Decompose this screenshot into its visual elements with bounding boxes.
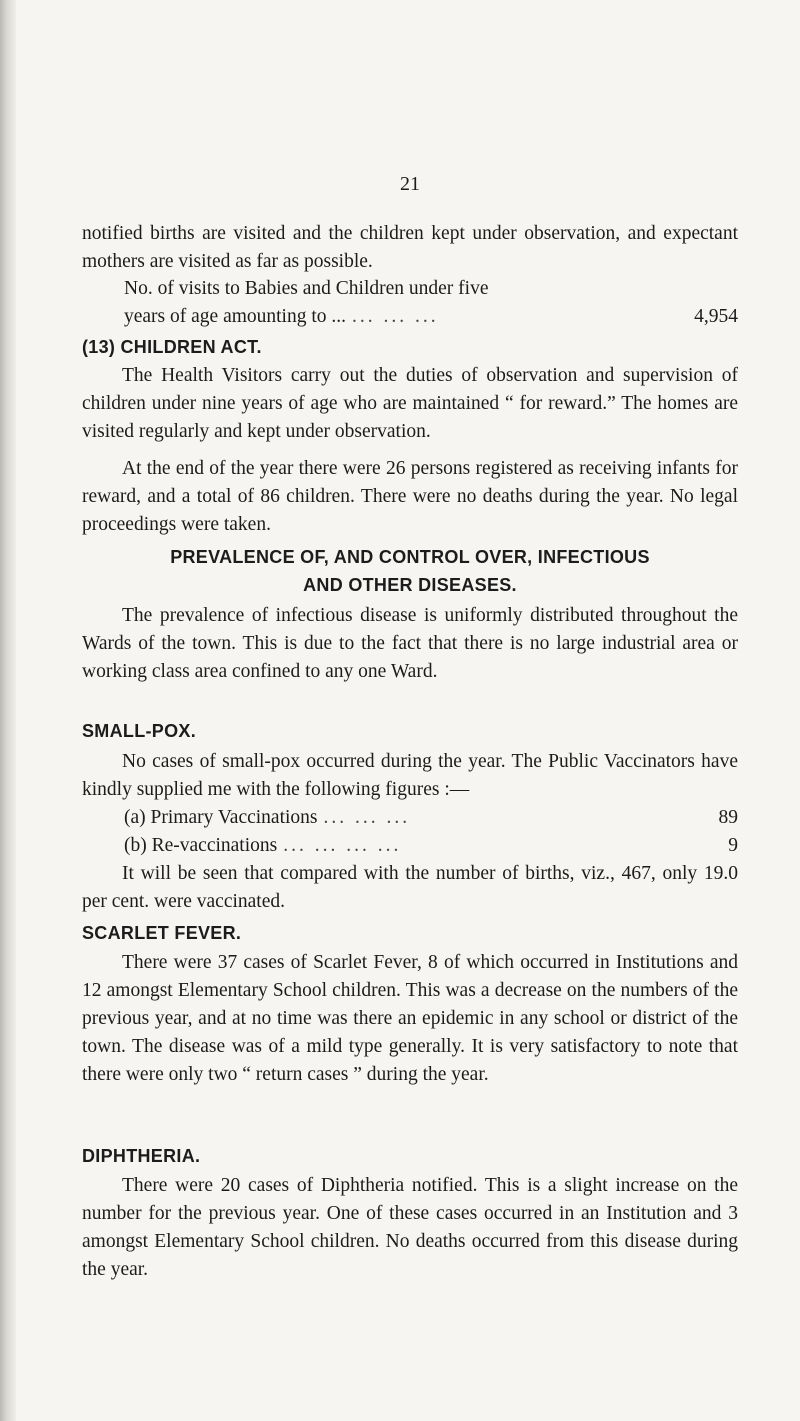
vaccination-label: (a) Primary Vaccinations <box>124 807 318 828</box>
page-binding-edge <box>0 0 16 1421</box>
visits-total-row <box>124 303 738 331</box>
scarlet-fever-paragraph: There were 37 cases of Scarlet Fever, 8 of which occurred in Institutions and 12 amongst Elementary School children. This was a decrease on the numbers of the previous year, and at no time was there an epidemic in any school or district of the town. The disease was of a mild type generally. It is very satisfactory to note that there were only two “ return cases ” during the year. <box>82 952 738 1085</box>
vaccination-value: 9 <box>728 835 738 856</box>
prevalence-heading <box>82 543 738 599</box>
visits-count-line <box>82 275 738 331</box>
children-act-paragraph-1: The Health Visitors carry out the duties of observation and supervision of children under nine years of age who are maintained “ for reward.” The homes are visited regularly and kept under observation. <box>82 365 738 442</box>
prevalence-paragraph: The prevalence of infectious disease is uniformly distributed throughout the Wards of the town. This is due to the fact that there is no large industrial area or working class area confined to any one Ward. <box>82 605 738 682</box>
leader-dots: ... ... ... <box>352 306 439 327</box>
vaccination-row-revaccination <box>124 832 738 860</box>
visits-label-line-2: years of age amounting to ... <box>124 306 347 327</box>
visits-label-line-1: No. of visits to Babies and Children under five <box>124 278 489 299</box>
smallpox-heading: SMALL-POX. <box>82 721 196 741</box>
vaccination-label: (b) Re-vaccinations <box>124 835 278 856</box>
leader-dots: ... ... ... <box>323 807 411 828</box>
leader-dots: ... ... ... ... <box>283 835 402 856</box>
scarlet-fever-heading: SCARLET FEVER. <box>82 923 242 943</box>
intro-paragraph: notified births are visited and the children kept under observation, and expectant mothers are visited as far as possible. <box>82 223 738 272</box>
prevalence-heading-line-1: PREVALENCE OF, AND CONTROL OVER, INFECTIOUS <box>170 547 650 567</box>
diphtheria-heading: DIPHTHERIA. <box>82 1146 201 1166</box>
children-act-paragraph-2: At the end of the year there were 26 persons registered as receiving infants for reward, and a total of 86 children. There were no deaths during the year. No legal proceedings were taken. <box>82 458 738 535</box>
children-act-heading: (13) CHILDREN ACT. <box>82 337 262 357</box>
diphtheria-paragraph: There were 20 cases of Diphtheria notified. This is a slight increase on the number for the previous year. One of these cases occurred in an Institution and 3 amongst Elementary School children. No deaths occurred from this disease during the year. <box>82 1175 738 1280</box>
vaccination-list <box>82 804 738 860</box>
vaccination-summary-paragraph: It will be seen that compared with the number of births, viz., 467, only 19.0 per cent. were vaccinated. <box>82 863 738 912</box>
vaccination-row-primary <box>124 804 738 832</box>
vaccination-value: 89 <box>718 807 738 828</box>
page-number: 21 <box>400 173 420 195</box>
visits-value: 4,954 <box>694 306 738 327</box>
smallpox-paragraph: No cases of small-pox occurred during the year. The Public Vaccinators have kindly supplied me with the following figures :— <box>82 751 738 800</box>
prevalence-heading-line-2: AND OTHER DISEASES. <box>303 575 517 595</box>
